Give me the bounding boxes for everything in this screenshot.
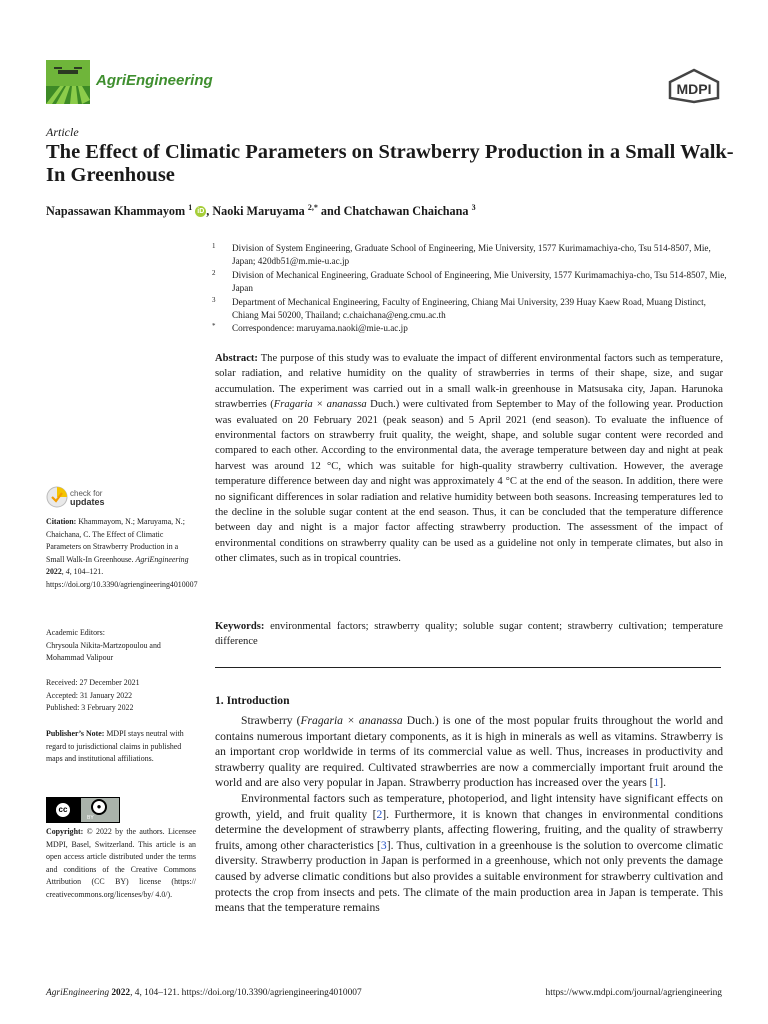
affiliation-text: Division of System Engineering, Graduate School of Engineering, Mie University, 1577 Kurimamachiya-cho, Tsu 514-8507, Mie, Japan; 420db51@m.mie-u.ac.jp: [232, 243, 711, 267]
check-line-2: updates: [70, 497, 105, 507]
copyright-label: Copyright:: [46, 827, 84, 836]
correspondence: [212, 322, 732, 335]
publisher-note: [46, 728, 196, 766]
author-affil-sup: 2,*: [307, 203, 318, 212]
paragraph: [215, 713, 723, 791]
affiliation: [212, 269, 732, 296]
mdpi-logo-text: MDPI: [676, 81, 712, 97]
author-name[interactable]: Chatchawan Chaichana: [343, 204, 469, 219]
divider: [215, 667, 721, 668]
citation-text: Khammayom, N.; Maruyama, N.; Chaichana, C. The Effect of Climatic Parameters on Strawberry Production in a Small Walk-In Greenhouse.: [46, 517, 185, 564]
affiliation-number: *: [212, 322, 216, 330]
paragraph: [215, 791, 723, 916]
species-name: Fragaria × ananassa: [300, 714, 403, 727]
affiliation-text: Division of Mechanical Engineering, Graduate School of Engineering, Mie University, 1577 Kurimamachiya-cho, Tsu 514-8507, Mie, Japan: [232, 270, 727, 294]
citation-separator: ,: [61, 567, 66, 576]
author-list: [46, 200, 736, 219]
keywords: [215, 619, 723, 650]
abstract-text: Duch.) were cultivated from September to May of the following year. Production was evaluated on 20 February 2021 (peak season) and 5 April 2021 (end season). To evaluate the influence of environmental factors on strawberry fruit quality, the weight, shape, and soluble sugar content were recorded and compared to each other. According to the environmental data, the average temperature between day and night at peak harvest was around 12 °C, which was suitable for high-quality strawberry cultivation. However, the average temperature difference between day and night was approximately 4 °C at the end of the season. In addition, there were no significant differences in solar radiation and relative humidity between both seasons. Increasing temperatures led to the decline in the soluble sugar content at the end season. Thus, it can be concluded that the temperature difference between day and night is a major factor affecting strawberry production. The assessment of the impact of environmental conditions on strawberry quality can be used as a guideline not only in temperate climates, but also in other climates, such as in tropical countries.: [215, 399, 724, 565]
cc-by-license-badge[interactable]: [46, 797, 120, 823]
citation-label: Citation:: [46, 517, 77, 526]
check-line-1: check for: [70, 489, 103, 498]
affiliation-number: 3: [212, 296, 216, 304]
journal-logo-icon: [46, 60, 90, 104]
affiliation-text: Department of Mechanical Engineering, Faculty of Engineering, Chiang Mai University, 239 Huay Kaew Road, Muang Distinct, Chiang Mai 50200, Thailand; c.chaichana@eng.cmu.ac.th: [232, 297, 706, 321]
copyright-text: © 2022 by the authors. Licensee MDPI, Basel, Switzerland. This article is an open access article distributed under the terms and conditions of the Creative Commons Attribution (CC BY) license (https:// creativecommons.org/licenses/by/ 4.0/).: [46, 827, 196, 899]
check-for-updates-icon: [46, 486, 68, 508]
mdpi-logo-icon[interactable]: [666, 68, 722, 104]
affiliation-number: 1: [212, 242, 216, 250]
reference-link[interactable]: 3: [380, 838, 387, 852]
dates-block: [46, 677, 196, 715]
keywords-label: Keywords:: [215, 621, 265, 632]
paragraph-text: Environmental factors such as temperature, photoperiod, and light intensity have significant effects on growth, yield, and fruit quality [: [215, 791, 723, 821]
correspondence-text[interactable]: Correspondence: maruyama.naoki@mie-u.ac.jp: [232, 323, 408, 333]
footer-year: 2022: [111, 988, 131, 998]
footer-doi[interactable]: , 4, 104–121. https://doi.org/10.3390/agriengineering4010007: [130, 988, 362, 998]
reference-link[interactable]: 1: [653, 776, 660, 790]
citation-doi[interactable]: , 104–121. https://doi.org/10.3390/agriengineering4010007: [46, 567, 198, 589]
accepted-date: Accepted: 31 January 2022: [46, 690, 133, 700]
academic-editors: [46, 627, 196, 665]
paragraph-text: ]. Thus, cultivation in a greenhouse is the solution to overcome climatic diversity. Strawberry production in Japan is performed in a greenhouse, which not only prevents the damage caused by adverse climatic conditions but also provides a suitable environment for strawberry cultivation and protects the crop from insects and pets. The climate of the main production area in Japan is temperate. This means that the temperature remains: [215, 838, 723, 915]
publisher-note-text: MDPI stays neutral with regard to jurisdictional claims in published maps and institutional affiliations.: [46, 729, 184, 763]
citation-block: [46, 516, 196, 591]
editors-names: Chrysoula Nikita-Martzopoulou and Mohammad Valipour: [46, 640, 161, 662]
copyright-block: [46, 826, 196, 901]
by-person-icon: ●: [91, 799, 107, 815]
affiliation: [212, 242, 732, 269]
footer-journal-url[interactable]: https://www.mdpi.com/journal/agriengineering: [545, 988, 722, 998]
paragraph-text: Duch.) is one of the most popular fruits throughout the world and contains numerous important dietary components, as it is high in minerals as well as vitamins. Strawberry is an important crop worldwide in terms of its commercial value as well. Thus, increases in productivity and strawberry quality are required. Cultivated strawberries are now a commercially important fruit around the world and are also very popular in Japan. Strawberry production has increased over the years [: [215, 714, 723, 790]
body-text: [215, 713, 723, 916]
species-name: Fragaria × ananassa: [273, 399, 367, 411]
abstract: [215, 351, 723, 567]
author-name[interactable]: Napassawan Khammayom: [46, 204, 186, 219]
publisher-note-label: Publisher’s Note:: [46, 729, 105, 738]
author-affil-sup: 1: [188, 203, 193, 212]
affiliation: [212, 296, 732, 323]
article-type: Article: [46, 125, 79, 139]
author-name[interactable]: Naoki Maruyama: [212, 204, 305, 219]
author-separator: ,: [206, 204, 213, 219]
page-title: The Effect of Climatic Parameters on Strawberry Production in a Small Walk-In Greenhouse: [46, 141, 734, 186]
reference-link[interactable]: 2: [376, 807, 383, 821]
citation-volume: 4: [65, 567, 70, 576]
check-for-updates-button[interactable]: [46, 486, 126, 512]
affiliation-number: 2: [212, 269, 216, 277]
journal-name[interactable]: AgriEngineering: [96, 72, 213, 89]
editors-label: Academic Editors:: [46, 628, 105, 637]
paragraph-text: Strawberry (: [241, 714, 301, 727]
citation-year: 2022: [46, 567, 62, 576]
abstract-text: The purpose of this study was to evaluate the impact of different environmental factors such as temperature, solar radiation, and relative humidity on the quality of strawberries in terms of their shape, size, and sugar accumulation. The experiment was carried out in a small walk-in greenhouse in Matsusaka city, Japan. Harunoka strawberries (: [215, 353, 723, 411]
footer-journal: AgriEngineering: [46, 988, 110, 998]
keywords-text: environmental factors; strawberry quality; soluble sugar content; strawberry cultivation; temperature difference: [215, 621, 723, 648]
author-affil-sup: 3: [471, 203, 476, 212]
cc-by-label: BY: [87, 815, 94, 821]
paragraph-text: ]. Furthermore, it is known that changes in environmental conditions determine the development of strawberry plants, affecting flowering, fruiting, and the quality of strawberry fruits, among other characteristics [: [215, 807, 723, 852]
cc-icon: cc: [54, 801, 72, 819]
section-heading: 1. Introduction: [215, 694, 290, 707]
footer-citation: [46, 988, 362, 998]
abstract-label: Abstract:: [215, 353, 258, 364]
paragraph-text: ].: [659, 776, 667, 790]
received-date: Received: 27 December 2021: [46, 678, 140, 687]
citation-journal: AgriEngineering: [135, 554, 189, 564]
check-for-updates-label: [70, 489, 105, 507]
author-separator: and: [317, 204, 344, 219]
published-date: Published: 3 February 2022: [46, 703, 134, 712]
orcid-icon[interactable]: iD: [197, 208, 205, 216]
